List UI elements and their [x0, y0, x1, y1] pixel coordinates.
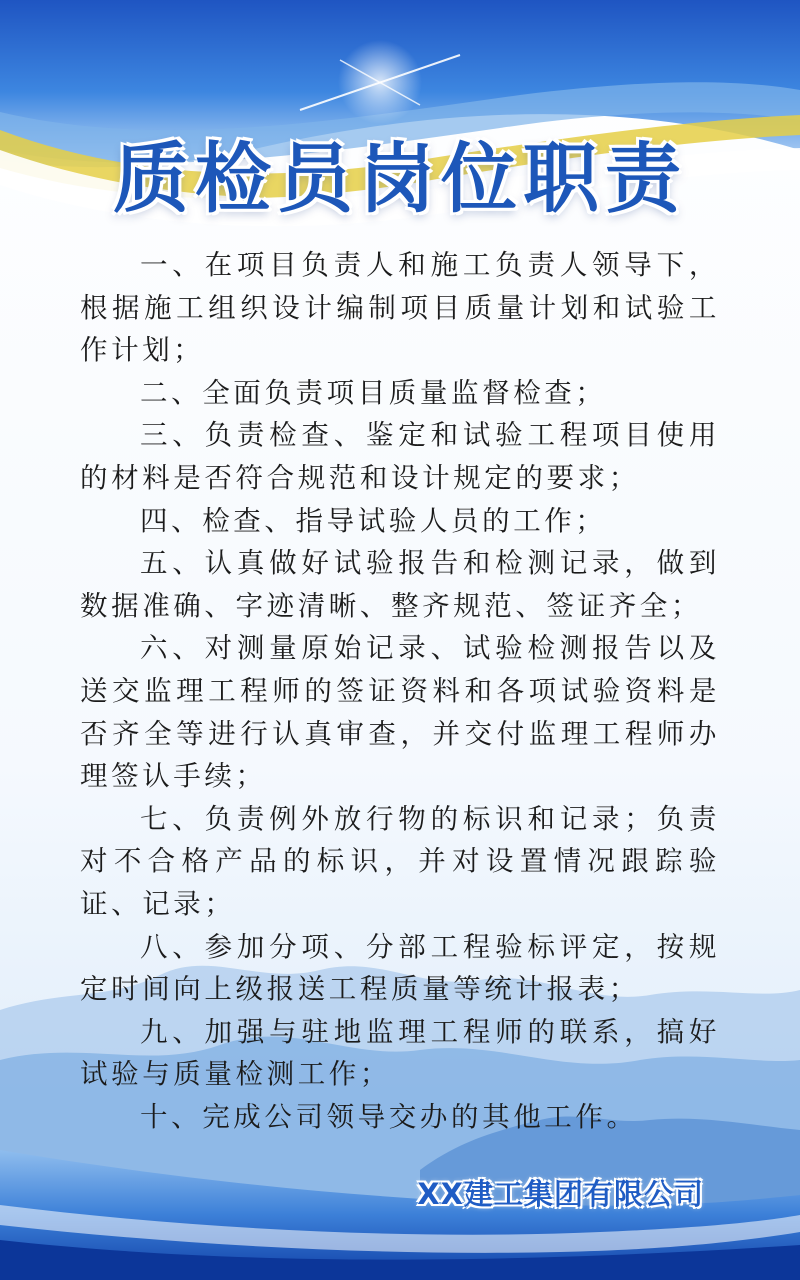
- duty-item-4: 四、检查、指导试验人员的工作；: [140, 504, 607, 537]
- duty-item-3: 三、负责检查、鉴定和试验工程项目使用的材料是否符合规范和设计规定的要求；: [80, 419, 720, 494]
- company-name: XX建工集团有限公司: [417, 1177, 704, 1211]
- page-title: 质检员岗位职责: [113, 134, 687, 223]
- duties-list: [80, 244, 720, 1138]
- duty-item-2: 二、全面负责项目质量监督检查；: [140, 376, 607, 409]
- duty-item-10: 十、完成公司领导交办的其他工作。: [140, 1100, 638, 1133]
- duty-item-7: 七、负责例外放行物的标识和记录；负责对不合格产品的标识，并对设置情况跟踪验证、记录；: [80, 802, 720, 920]
- duty-item-8: 八、参加分项、分部工程验标评定，按规定时间向上级报送工程质量等统计报表；: [80, 930, 720, 1006]
- duty-item-6: 六、对测量原始记录、试验检测报告以及送交监理工程师的签证资料和各项试验资料是否齐全等进行认真审查，并交付监理工程师办理签认手续；: [80, 632, 720, 793]
- duty-item-1: 一、在项目负责人和施工负责人领导下，根据施工组织设计编制项目质量计划和试验工作计划；: [80, 249, 720, 367]
- duty-item-5: 五、认真做好试验报告和检测记录，做到数据准确、字迹清晰、整齐规范、签证齐全；: [80, 547, 720, 622]
- duty-item-9: 九、加强与驻地监理工程师的联系，搞好试验与质量检测工作；: [80, 1015, 720, 1091]
